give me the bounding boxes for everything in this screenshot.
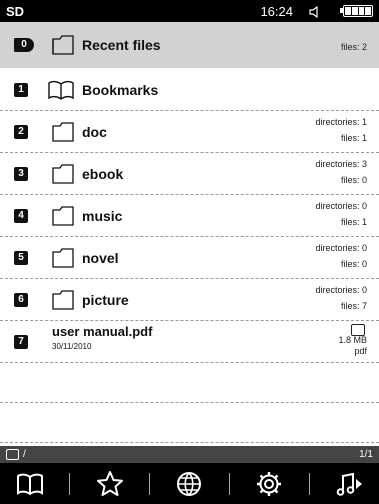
list-item-doc[interactable] <box>0 111 379 153</box>
item-number: 6 <box>14 293 28 307</box>
path-bar <box>0 446 379 463</box>
battery-icon <box>343 5 373 17</box>
item-number: 3 <box>14 167 28 181</box>
list-item-recent-files[interactable] <box>0 22 379 68</box>
file-date: 30/11/2010 <box>52 342 92 351</box>
item-number: 1 <box>14 83 28 97</box>
item-number: 0 <box>14 38 34 52</box>
list-item-empty <box>0 403 379 443</box>
folder-icon <box>52 122 74 142</box>
folder-icon <box>52 290 74 310</box>
separator <box>229 473 230 495</box>
item-number: 5 <box>14 251 28 265</box>
files-count: files: 7 <box>340 301 367 311</box>
folder-icon <box>52 248 74 268</box>
globe-icon[interactable] <box>169 467 209 501</box>
item-label: Bookmarks <box>82 82 159 98</box>
item-number: 2 <box>14 125 28 139</box>
item-label: user manual.pdf <box>52 324 153 339</box>
list-item-novel[interactable] <box>0 237 379 279</box>
list-item-picture[interactable] <box>0 279 379 321</box>
files-count: files: 0 <box>340 259 367 269</box>
storage-label: SD <box>6 3 25 19</box>
item-label: picture <box>82 292 129 308</box>
volume-icon <box>309 5 323 17</box>
item-label: ebook <box>82 166 124 182</box>
item-label: Recent files <box>82 37 161 53</box>
item-label: music <box>82 208 123 224</box>
book-icon <box>48 80 74 100</box>
clock: 16:24 <box>260 3 293 19</box>
folder-icon <box>52 206 74 226</box>
gear-icon[interactable] <box>249 467 289 501</box>
folder-icon <box>52 35 74 55</box>
separator <box>69 473 70 495</box>
file-ext: pdf <box>354 346 367 356</box>
list-item-music[interactable] <box>0 195 379 237</box>
files-count: files: 1 <box>340 217 367 227</box>
item-number: 4 <box>14 209 28 223</box>
list-item-ebook[interactable] <box>0 153 379 195</box>
list-item-user-manual[interactable] <box>0 321 379 363</box>
item-label: novel <box>82 250 119 266</box>
dirs-count: directories: 3 <box>315 159 367 169</box>
dirs-count: directories: 0 <box>315 201 367 211</box>
files-count: files: 0 <box>340 175 367 185</box>
item-number: 7 <box>14 335 28 349</box>
current-path: / <box>23 449 26 460</box>
list-item-bookmarks[interactable] <box>0 68 379 111</box>
separator <box>309 473 310 495</box>
file-size: 1.8 MB <box>338 335 367 345</box>
item-label: doc <box>82 124 107 140</box>
dirs-count: directories: 0 <box>315 243 367 253</box>
list-item-empty <box>0 363 379 403</box>
page-indicator: 1/1 <box>359 449 373 460</box>
separator <box>149 473 150 495</box>
star-icon[interactable] <box>90 467 130 501</box>
dirs-count: directories: 1 <box>315 117 367 127</box>
folder-icon <box>52 164 74 184</box>
dirs-count: directories: 0 <box>315 285 367 295</box>
folder-path-icon <box>6 449 19 460</box>
music-icon[interactable] <box>329 467 369 501</box>
bottom-toolbar <box>0 463 379 504</box>
files-count: files: 1 <box>340 133 367 143</box>
files-count: files: 2 <box>340 42 367 52</box>
book-icon[interactable] <box>10 467 50 501</box>
status-bar <box>0 0 379 22</box>
